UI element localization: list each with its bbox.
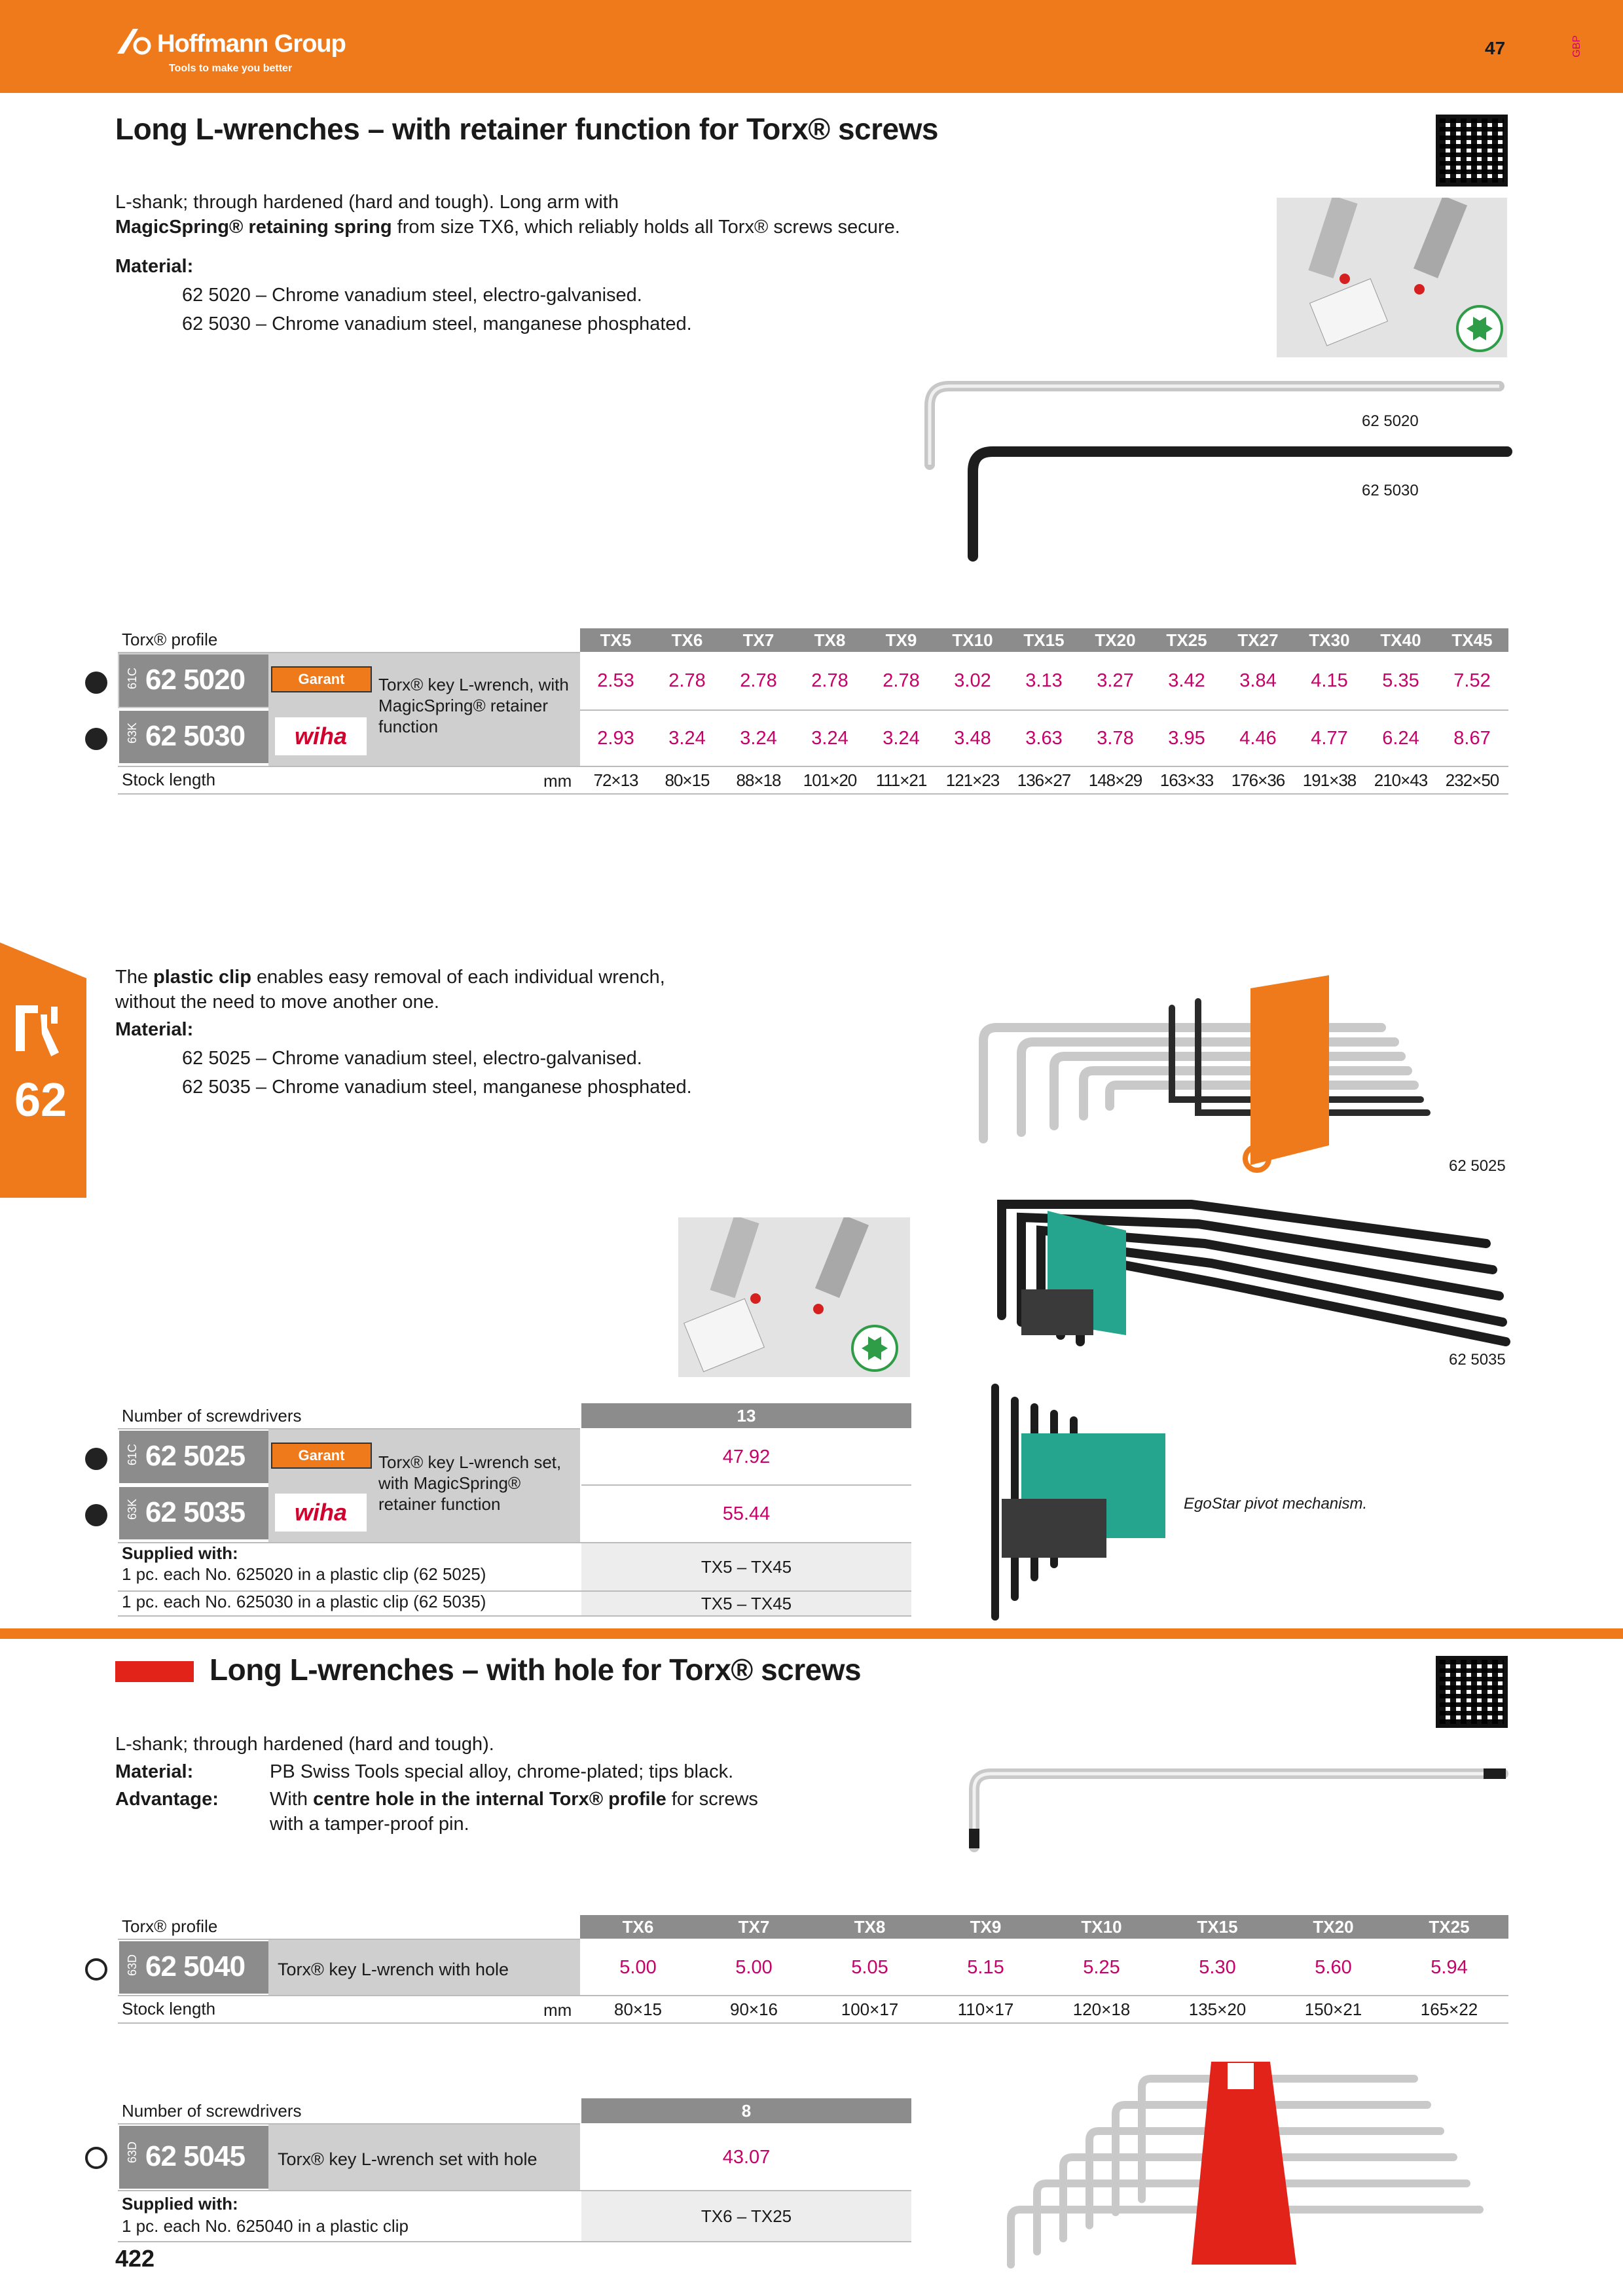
supplied-line-1: 1 pc. each No. 625020 in a plastic clip (62 5025) bbox=[122, 1564, 486, 1584]
torx-symbol-icon bbox=[85, 1448, 107, 1470]
price-625030-tx9: 3.24 bbox=[883, 727, 920, 749]
price-625040-tx10: 5.25 bbox=[1083, 1956, 1120, 1978]
price-625025: 47.92 bbox=[722, 1446, 771, 1467]
material-label-1: Material: bbox=[115, 256, 194, 277]
material-label-2: Material: bbox=[115, 1019, 194, 1040]
section2-line2: without the need to move another one. bbox=[115, 992, 439, 1013]
stock-length-tx40: 210×43 bbox=[1374, 770, 1428, 790]
section2-rest: enables easy removal of each individual wrench, bbox=[251, 967, 665, 988]
magicspring-bold: MagicSpring® retaining spring bbox=[115, 217, 392, 238]
price-625020-tx5: 2.53 bbox=[597, 670, 634, 691]
l-wrench-hole-image bbox=[956, 1763, 1512, 1855]
caption-625035: 62 5035 bbox=[1449, 1351, 1506, 1369]
price-625020-tx27: 3.84 bbox=[1239, 670, 1277, 691]
material-2b: 62 5035 – Chrome vanadium steel, manganese phosphated. bbox=[182, 1077, 692, 1098]
pb-swiss-logo-icon bbox=[115, 1661, 194, 1682]
price-625030-tx8: 3.24 bbox=[811, 727, 848, 749]
stock-length-tx8: 100×17 bbox=[841, 1999, 899, 2019]
torx-profile-label: Torx® profile bbox=[122, 630, 218, 649]
advantage-pre: With bbox=[270, 1789, 314, 1810]
price-625030-tx6: 3.24 bbox=[668, 727, 706, 749]
price-625040-tx6: 5.00 bbox=[619, 1956, 657, 1978]
article-number-625045[interactable]: 62 5045 bbox=[145, 2140, 246, 2172]
unit-mm: mm bbox=[543, 2000, 572, 2020]
size-header-tx27: TX27 bbox=[1237, 630, 1279, 650]
article-number-625035[interactable]: 62 5035 bbox=[145, 1496, 246, 1528]
price-625020-tx15: 3.13 bbox=[1025, 670, 1063, 691]
supplied-line-2: 1 pc. each No. 625030 in a plastic clip (62 5035) bbox=[122, 1592, 486, 1611]
stock-length-tx25: 163×33 bbox=[1159, 770, 1214, 790]
garant-brand-logo: Garant bbox=[271, 1443, 372, 1469]
wiha-brand-logo: wiha bbox=[275, 717, 367, 755]
price-625020-tx8: 2.78 bbox=[811, 670, 848, 691]
code-63d: 63D bbox=[126, 2142, 139, 2164]
size-header-tx5: TX5 bbox=[600, 630, 632, 650]
price-625030-tx7: 3.24 bbox=[740, 727, 777, 749]
stock-length-tx10: 121×23 bbox=[945, 770, 1000, 790]
language-code: GBP bbox=[1571, 35, 1582, 58]
advantage-label: Advantage: bbox=[115, 1789, 219, 1810]
stock-length-tx27: 176×36 bbox=[1231, 770, 1285, 790]
stock-length-tx20: 150×21 bbox=[1304, 1999, 1362, 2019]
product-description-1: Torx® key L-wrench, with MagicSpring® retainer function bbox=[378, 675, 569, 736]
section1-line2 bbox=[115, 215, 900, 240]
torx-symbol-icon bbox=[85, 728, 107, 750]
count-label-1: Number of screwdrivers bbox=[122, 1406, 302, 1426]
section1-line2-rest: from size TX6, which reliably holds all Torx® screws secure. bbox=[392, 217, 900, 238]
egostar-caption: EgoStar pivot mechanism. bbox=[1184, 1495, 1368, 1513]
price-625020-tx10: 3.02 bbox=[954, 670, 991, 691]
material-3: PB Swiss Tools special alloy, chrome-plated; tips black. bbox=[270, 1761, 734, 1782]
section2-pre: The bbox=[115, 967, 154, 988]
count-header-13: 13 bbox=[581, 1403, 911, 1428]
article-number-625025[interactable]: 62 5025 bbox=[145, 1440, 246, 1472]
price-625040-tx20: 5.60 bbox=[1315, 1956, 1352, 1978]
price-625030-tx20: 3.78 bbox=[1097, 727, 1134, 749]
size-header-tx20: TX20 bbox=[1313, 1916, 1354, 1937]
size-header-tx20: TX20 bbox=[1095, 630, 1136, 650]
supplied-label-2: Supplied with: bbox=[122, 2194, 238, 2214]
supplied-line-3: 1 pc. each No. 625040 in a plastic clip bbox=[122, 2216, 409, 2236]
size-header-tx45: TX45 bbox=[1451, 630, 1493, 650]
l-wrench-image bbox=[910, 380, 1512, 563]
torx-symbol-icon bbox=[85, 1504, 107, 1526]
price-625020-tx45: 7.52 bbox=[1453, 670, 1491, 691]
stock-length-tx6: 80×15 bbox=[613, 1999, 663, 2019]
torx-profile-label: Torx® profile bbox=[122, 1916, 218, 1936]
wiha-brand-logo: wiha bbox=[275, 1494, 367, 1532]
qr-code-2[interactable] bbox=[1436, 1656, 1508, 1728]
code-63k: 63K bbox=[126, 723, 139, 744]
price-625030-tx40: 6.24 bbox=[1382, 727, 1419, 749]
material-1b: 62 5030 – Chrome vanadium steel, manganese phosphated. bbox=[182, 314, 692, 334]
price-625040-tx25: 5.94 bbox=[1431, 1956, 1468, 1978]
magicspring-detail-image bbox=[678, 1217, 910, 1377]
code-63k: 63K bbox=[126, 1499, 139, 1520]
garant-set-image bbox=[976, 969, 1434, 1178]
price-625030-tx5: 2.93 bbox=[597, 727, 634, 749]
size-header-tx7: TX7 bbox=[742, 630, 775, 650]
size-header-tx6: TX6 bbox=[671, 630, 703, 650]
price-625020-tx6: 2.78 bbox=[668, 670, 706, 691]
stock-length-tx25: 165×22 bbox=[1420, 1999, 1478, 2019]
supplied-label-1: Supplied with: bbox=[122, 1543, 238, 1563]
page-number-bottom: 422 bbox=[115, 2245, 155, 2272]
stock-length-tx10: 120×18 bbox=[1072, 1999, 1131, 2019]
advantage-line1 bbox=[270, 1787, 758, 1812]
price-625020-tx9: 2.78 bbox=[883, 670, 920, 691]
material-label-3: Material: bbox=[115, 1761, 194, 1782]
stock-length-tx45: 232×50 bbox=[1445, 770, 1499, 790]
page-number-top: 47 bbox=[1485, 38, 1506, 58]
range-625025: TX5 – TX45 bbox=[581, 1543, 911, 1590]
price-625035: 55.44 bbox=[722, 1503, 771, 1524]
count-label-2: Number of screwdrivers bbox=[122, 2101, 302, 2121]
chapter-number: 62 bbox=[14, 1074, 67, 1126]
stock-length-tx20: 148×29 bbox=[1088, 770, 1142, 790]
size-header-tx15: TX15 bbox=[1023, 630, 1065, 650]
product-description-4: Torx® key L-wrench set with hole bbox=[278, 2149, 538, 2169]
price-625030-tx45: 8.67 bbox=[1453, 727, 1491, 749]
price-625020-tx7: 2.78 bbox=[740, 670, 777, 691]
size-header-tx9: TX9 bbox=[970, 1916, 1002, 1937]
section3-line1: L-shank; through hardened (hard and tough). bbox=[115, 1734, 494, 1755]
size-header-tx6: TX6 bbox=[622, 1916, 654, 1937]
unit-mm: mm bbox=[543, 771, 572, 791]
stock-length-tx9: 111×21 bbox=[875, 770, 927, 790]
tools-icon bbox=[13, 1001, 65, 1060]
stock-length-tx5: 72×13 bbox=[593, 770, 638, 790]
centre-hole-bold: centre hole in the internal Torx® profile bbox=[313, 1789, 666, 1810]
price-625040-tx15: 5.30 bbox=[1199, 1956, 1236, 1978]
article-number-625020[interactable]: 62 5020 bbox=[145, 664, 246, 696]
price-625020-tx30: 4.15 bbox=[1311, 670, 1348, 691]
count-header-8: 8 bbox=[581, 2098, 911, 2123]
size-header-tx10: TX10 bbox=[952, 630, 993, 650]
size-header-tx9: TX9 bbox=[885, 630, 917, 650]
code-61c: 61C bbox=[126, 668, 139, 690]
price-625040-tx7: 5.00 bbox=[735, 1956, 773, 1978]
article-number-625040[interactable]: 62 5040 bbox=[145, 1950, 246, 1982]
caption-625020: 62 5020 bbox=[1362, 412, 1419, 430]
price-625040-tx9: 5.15 bbox=[967, 1956, 1004, 1978]
stock-length-tx6: 80×15 bbox=[665, 770, 710, 790]
section2-line1 bbox=[115, 965, 665, 990]
section1-title: Long L-wrenches – with retainer function for Torx® screws bbox=[115, 112, 938, 146]
stock-length-label: Stock length bbox=[122, 1999, 216, 2018]
wiha-set-image bbox=[976, 1172, 1512, 1361]
caption-625025: 62 5025 bbox=[1449, 1157, 1506, 1175]
brand-tagline: Tools to make you better bbox=[169, 63, 293, 74]
size-header-tx40: TX40 bbox=[1380, 630, 1421, 650]
price-625020-tx20: 3.27 bbox=[1097, 670, 1134, 691]
range-625045: TX6 – TX25 bbox=[581, 2191, 911, 2241]
price-625045: 43.07 bbox=[722, 2146, 771, 2168]
product-description-2: Torx® key L-wrench set, with MagicSpring® retainer function bbox=[378, 1452, 562, 1514]
code-61c: 61C bbox=[126, 1444, 139, 1466]
qr-code-1[interactable] bbox=[1436, 115, 1508, 187]
size-header-tx7: TX7 bbox=[738, 1916, 770, 1937]
stock-length-tx9: 110×17 bbox=[957, 1999, 1014, 2019]
torx-hole-symbol-icon bbox=[85, 2147, 107, 2169]
section-divider bbox=[0, 1628, 1623, 1639]
advantage-line2: with a tamper-proof pin. bbox=[270, 1814, 469, 1835]
size-header-tx8: TX8 bbox=[854, 1916, 886, 1937]
size-header-tx10: TX10 bbox=[1081, 1916, 1122, 1937]
code-63d: 63D bbox=[126, 1954, 139, 1977]
plastic-clip-bold: plastic clip bbox=[153, 967, 251, 988]
price-625040-tx8: 5.05 bbox=[851, 1956, 888, 1978]
product-description-3: Torx® key L-wrench with hole bbox=[278, 1960, 509, 1979]
price-625030-tx10: 3.48 bbox=[954, 727, 991, 749]
torx-hole-symbol-icon bbox=[85, 1958, 107, 1981]
price-625030-tx15: 3.63 bbox=[1025, 727, 1063, 749]
section3-title: Long L-wrenches – with hole for Torx® screws bbox=[210, 1653, 862, 1687]
article-number-625030[interactable]: 62 5030 bbox=[145, 720, 246, 752]
price-625030-tx30: 4.77 bbox=[1311, 727, 1348, 749]
garant-brand-logo: Garant bbox=[271, 666, 372, 692]
material-2a: 62 5025 – Chrome vanadium steel, electro-galvanised. bbox=[182, 1048, 642, 1069]
size-header-tx30: TX30 bbox=[1309, 630, 1350, 650]
caption-625030: 62 5030 bbox=[1362, 482, 1419, 499]
price-625030-tx27: 4.46 bbox=[1239, 727, 1277, 749]
range-625035: TX5 – TX45 bbox=[581, 1592, 911, 1615]
size-header-tx25: TX25 bbox=[1166, 630, 1207, 650]
size-header-tx8: TX8 bbox=[814, 630, 846, 650]
stock-length-label: Stock length bbox=[122, 770, 216, 789]
egostar-pivot-image bbox=[982, 1381, 1178, 1623]
brand-name: Hoffmann Group bbox=[157, 30, 346, 58]
price-625030-tx25: 3.95 bbox=[1168, 727, 1205, 749]
size-header-tx25: TX25 bbox=[1429, 1916, 1470, 1937]
price-625020-tx25: 3.42 bbox=[1168, 670, 1205, 691]
stock-length-tx30: 191×38 bbox=[1302, 770, 1357, 790]
torx-symbol-icon bbox=[85, 672, 107, 694]
section1-line1: L-shank; through hardened (hard and tough). Long arm with bbox=[115, 192, 619, 213]
stock-length-tx7: 90×16 bbox=[729, 1999, 778, 2019]
stock-length-tx7: 88×18 bbox=[736, 770, 781, 790]
pb-swiss-set-image bbox=[995, 2049, 1493, 2278]
material-1a: 62 5020 – Chrome vanadium steel, electro-galvanised. bbox=[182, 285, 642, 306]
chapter-tab bbox=[0, 942, 86, 1198]
size-header-tx15: TX15 bbox=[1197, 1916, 1238, 1937]
stock-length-tx15: 135×20 bbox=[1188, 1999, 1247, 2019]
stock-length-tx15: 136×27 bbox=[1017, 770, 1071, 790]
magicspring-detail-image bbox=[1277, 198, 1507, 357]
price-625020-tx40: 5.35 bbox=[1382, 670, 1419, 691]
stock-length-tx8: 101×20 bbox=[803, 770, 857, 790]
advantage-rest: for screws bbox=[666, 1789, 758, 1810]
